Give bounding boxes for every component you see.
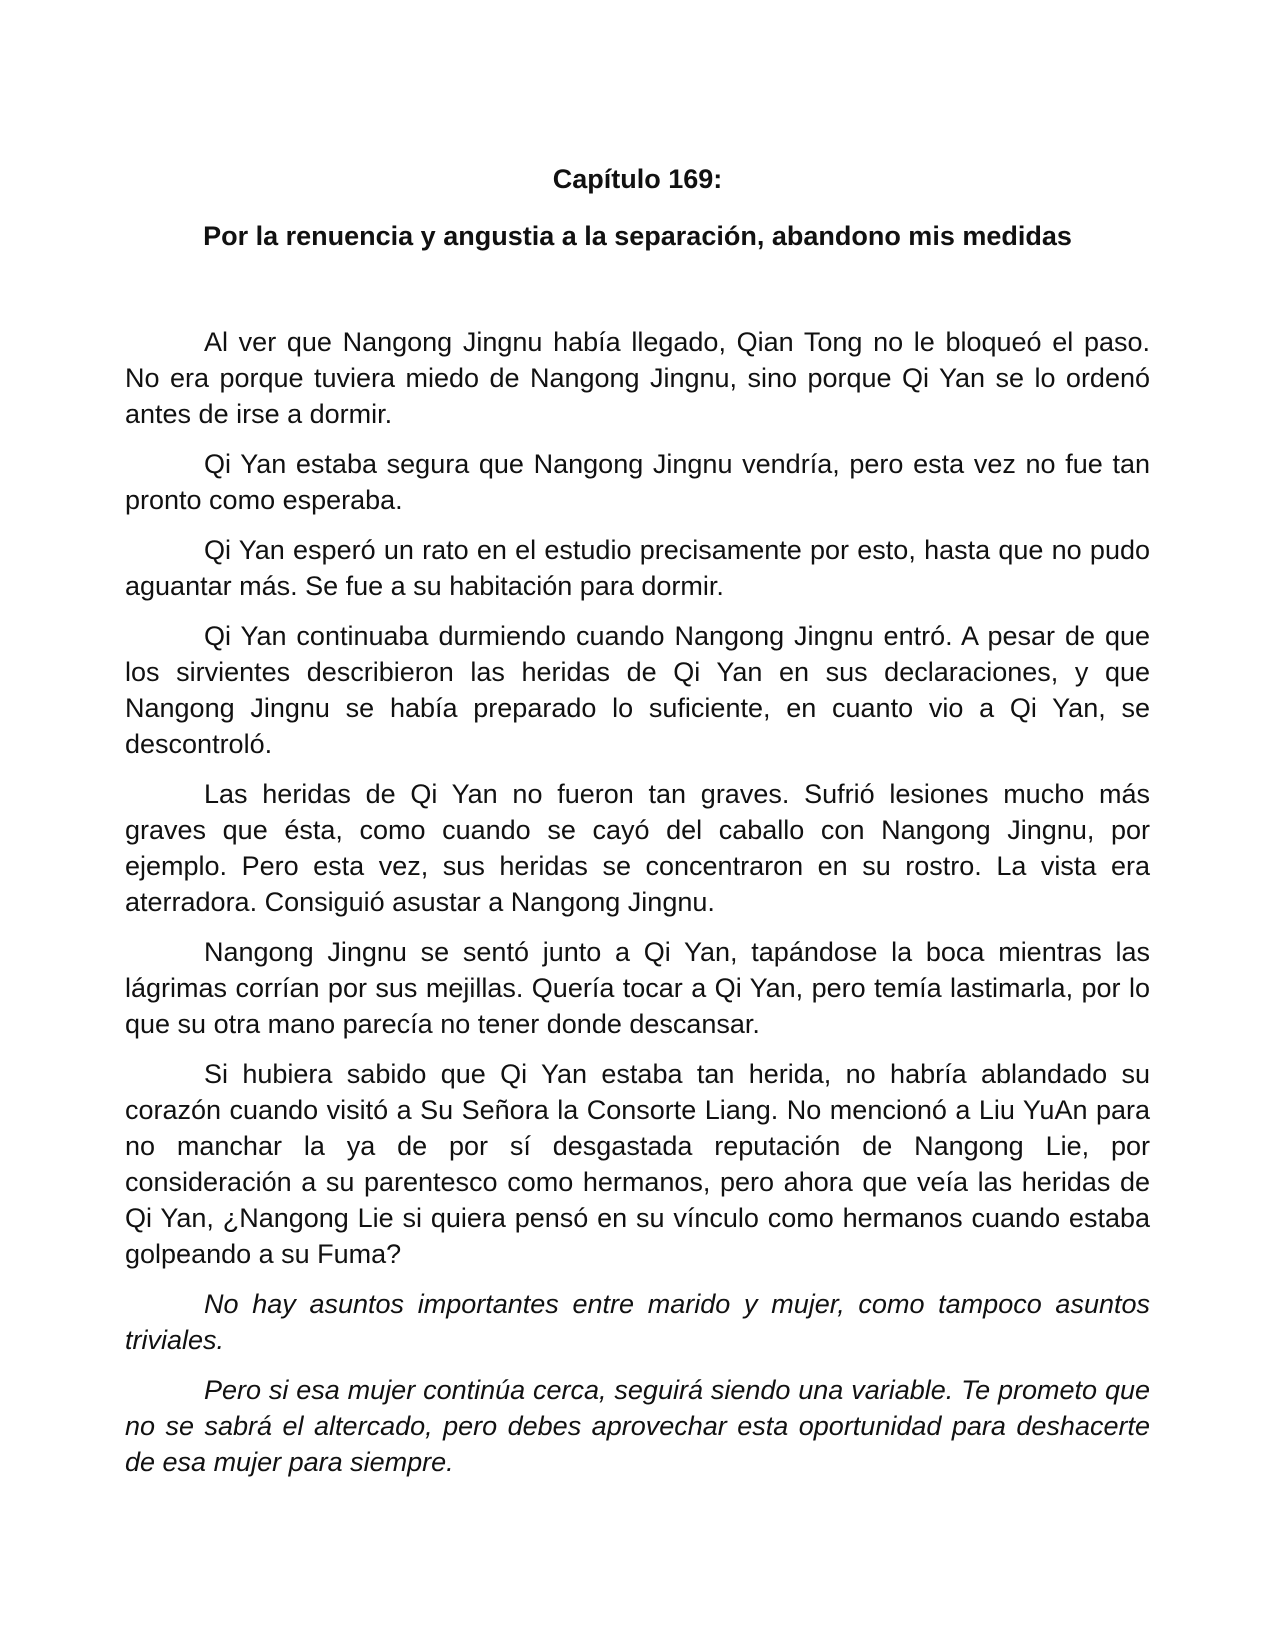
italic-paragraph: No hay asuntos importantes entre marido y mujer, como tampoco asuntos triviales. <box>125 1289 1150 1355</box>
paragraph: Qi Yan esperó un rato en el estudio precisamente por esto, hasta que no pudo aguantar más. Se fue a su habitación para dormir. <box>125 535 1150 601</box>
paragraph: Las heridas de Qi Yan no fueron tan graves. Sufrió lesiones mucho más graves que ésta, como cuando se cayó del caballo con Nangong Jingnu, por ejemplo. Pero esta vez, sus heridas se concentraron en su rostro. La vista era aterradora. Consiguió asustar a Nangong Jingnu. <box>125 779 1150 917</box>
paragraph: Qi Yan estaba segura que Nangong Jingnu vendría, pero esta vez no fue tan pronto como esperaba. <box>125 449 1150 515</box>
italic-paragraph: Pero si esa mujer continúa cerca, seguirá siendo una variable. Te prometo que no se sabrá el altercado, pero debes aprovechar esta oportunidad para deshacerte de esa mujer para siempre. <box>125 1375 1150 1477</box>
paragraph: Qi Yan continuaba durmiendo cuando Nangong Jingnu entró. A pesar de que los sirvientes describieron las heridas de Qi Yan en sus declaraciones, y que Nangong Jingnu se había preparado lo suficiente, en cuanto vio a Qi Yan, se descontroló. <box>125 621 1150 759</box>
chapter-body <box>125 324 1150 1494</box>
chapter-number: Capítulo 169: <box>552 164 723 194</box>
paragraph: Si hubiera sabido que Qi Yan estaba tan herida, no habría ablandado su corazón cuando visitó a Su Señora la Consorte Liang. No mencionó a Liu YuAn para no manchar la ya de por sí desgastada reputación de Nangong Lie, por consideración a su parentesco como hermanos, pero ahora que veía las heridas de Qi Yan, ¿Nangong Lie si quiera pensó en su vínculo como hermanos cuando estaba golpeando a su Fuma? <box>125 1059 1150 1269</box>
paragraph: Al ver que Nangong Jingnu había llegado, Qian Tong no le bloqueó el paso. No era porque tuviera miedo de Nangong Jingnu, sino porque Qi Yan se lo ordenó antes de irse a dormir. <box>125 327 1150 429</box>
chapter-title: Por la renuencia y angustia a la separación, abandono mis medidas <box>203 221 1072 251</box>
paragraph: Nangong Jingnu se sentó junto a Qi Yan, tapándose la boca mientras las lágrimas corrían por sus mejillas. Quería tocar a Qi Yan, pero temía lastimarla, por lo que su otra mano parecía no tener donde descansar. <box>125 937 1150 1039</box>
